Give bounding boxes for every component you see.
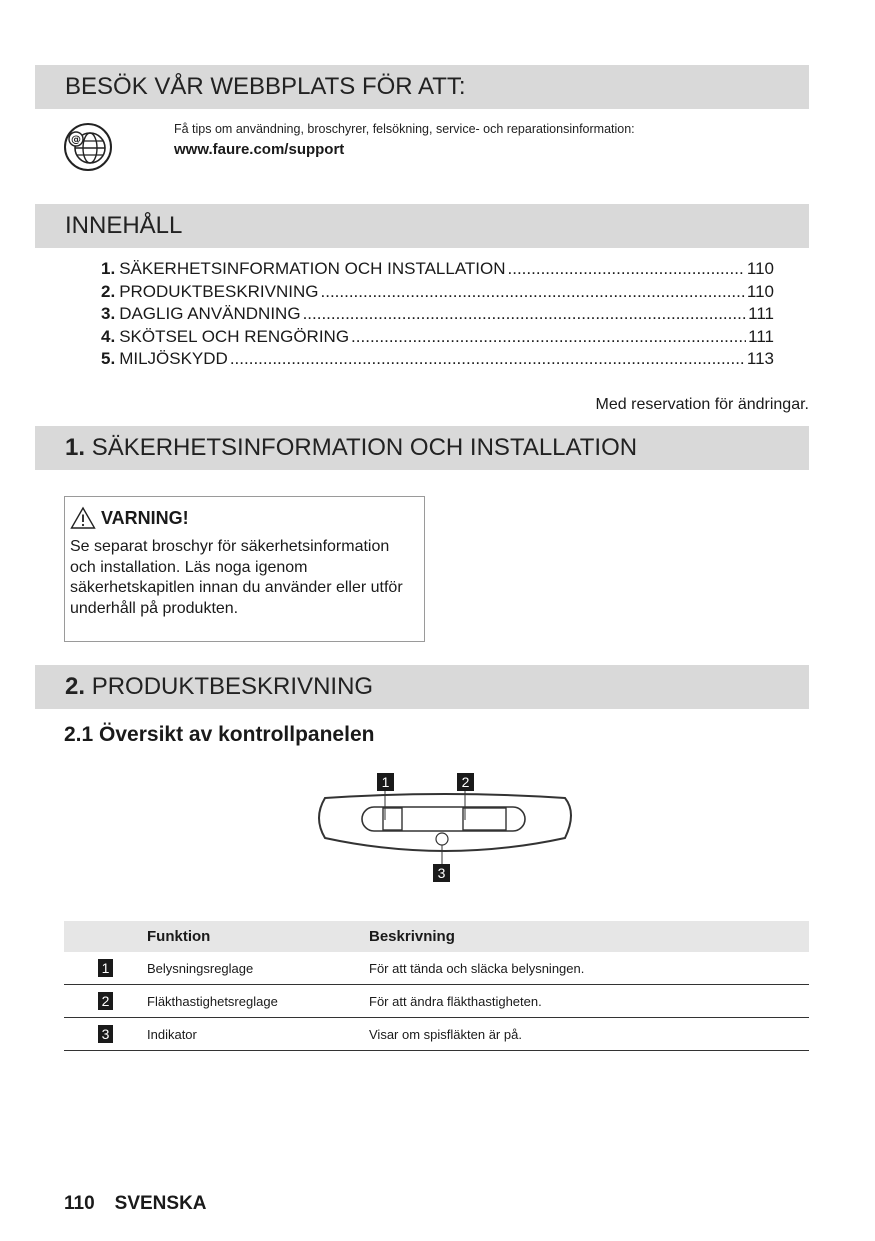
section2-heading: 2. PRODUKTBESKRIVNING (35, 665, 809, 709)
toc-leader-dots (303, 304, 747, 324)
globe-at-icon (62, 121, 114, 173)
light-slider-knob (383, 808, 402, 830)
toc-item[interactable]: 2. PRODUKTBESKRIVNING ..... 110 (101, 282, 774, 305)
warning-text: Se separat broschyr för säkerhetsinformation och installation. Läs noga igenom säkerhetskapitlen innan du använder eller utför underhåll på produkten. (70, 538, 403, 617)
row-badge: 1 (98, 959, 113, 977)
language-label: SVENSKA (114, 1193, 207, 1214)
svg-text:1: 1 (381, 774, 390, 790)
page-footer (64, 1193, 207, 1215)
contents-heading: INNEHÅLL (35, 204, 809, 248)
callout-badge-3 (433, 864, 450, 882)
toc-item[interactable]: 5. MILJÖSKYDD ..... 113 (101, 349, 774, 372)
row-badge: 3 (98, 1025, 113, 1043)
svg-text:2: 2 (461, 774, 470, 790)
toc-leader-dots (321, 282, 745, 302)
website-heading: BESÖK VÅR WEBBPLATS FÖR ATT: (35, 65, 809, 109)
warning-box (64, 496, 425, 642)
indicator-light (436, 833, 448, 845)
callout-badge-2 (457, 773, 474, 791)
table-of-contents (101, 259, 774, 372)
toc-leader-dots (351, 327, 746, 347)
svg-text:@: @ (71, 134, 81, 146)
support-tips-text: Få tips om användning, broschyrer, felsökning, service- och reparationsinformation: (174, 122, 635, 136)
toc-item[interactable]: 4. SKÖTSEL OCH RENGÖRING ..... 111 (101, 327, 774, 350)
toc-item[interactable]: 3. DAGLIG ANVÄNDNING ..... 111 (101, 304, 774, 327)
control-table (64, 921, 809, 1051)
section1-heading: 1. SÄKERHETSINFORMATION OCH INSTALLATION (35, 426, 809, 470)
fan-slider-knob (463, 808, 506, 830)
warning-header: VARNING! (70, 505, 418, 531)
toc-leader-dots (508, 259, 745, 279)
table-row: 1 Belysningsreglage För att tända och släcka belysningen. (64, 952, 809, 985)
support-url-link[interactable]: www.faure.com/support (174, 141, 345, 158)
row-badge: 2 (98, 992, 113, 1010)
control-panel-diagram (305, 768, 585, 888)
warning-triangle-icon (70, 506, 96, 530)
reservation-note: Med reservation för ändringar. (595, 396, 809, 413)
toc-leader-dots (230, 349, 745, 369)
toc-item[interactable]: 1. SÄKERHETSINFORMATION OCH INSTALLATION ..... 110 (101, 259, 774, 282)
callout-badge-1 (377, 773, 394, 791)
table-row: 2 Fläkthastighetsreglage För att ändra fläkthastigheten. (64, 985, 809, 1018)
table-row: 3 Indikator Visar om spisfläkten är på. (64, 1018, 809, 1051)
control-panel-subheading: 2.1 Översikt av kontrollpanelen (64, 723, 375, 746)
page-number: 110 (64, 1193, 95, 1214)
table-header: Funktion Beskrivning (64, 921, 809, 952)
svg-text:3: 3 (437, 865, 446, 881)
